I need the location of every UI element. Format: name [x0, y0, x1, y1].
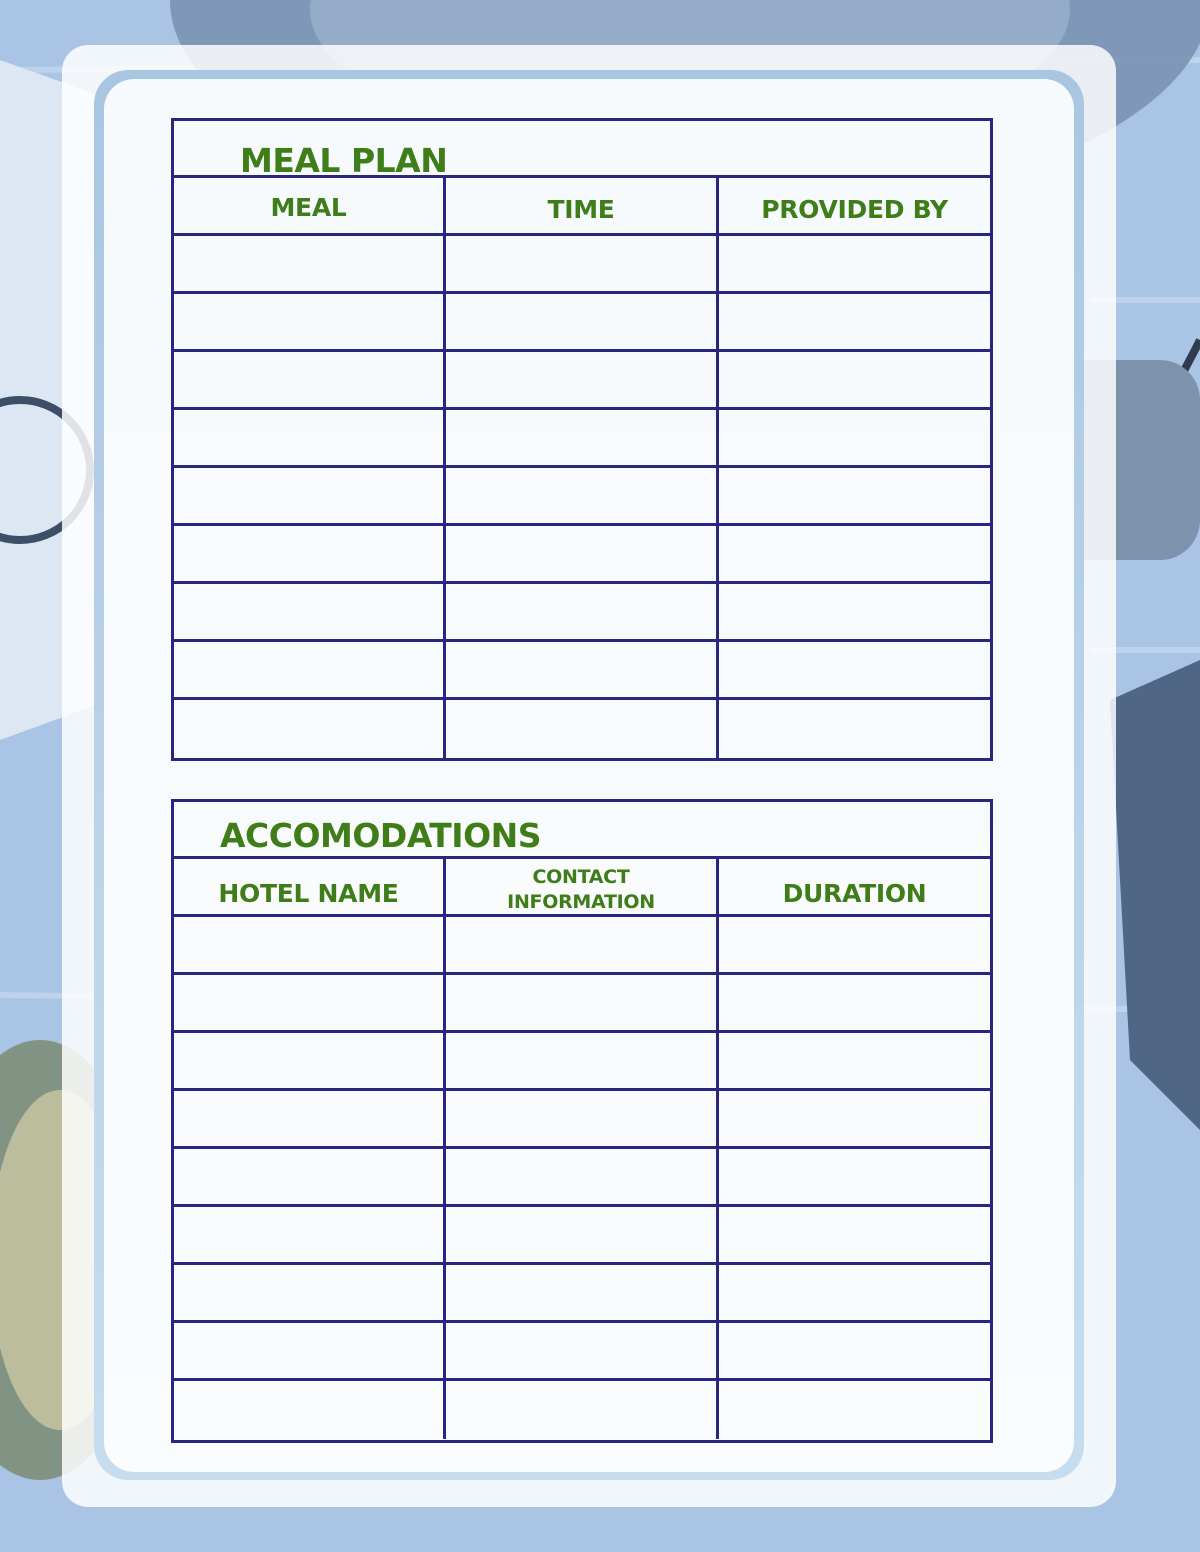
- column-label: TIME: [547, 195, 615, 224]
- column-label: CONTACT INFORMATION: [507, 866, 655, 913]
- accommodations-entry-cell[interactable]: [446, 1265, 719, 1323]
- meal-plan-entry-cell[interactable]: [719, 642, 990, 700]
- meal-plan-entry-cell[interactable]: [174, 294, 446, 352]
- meal-plan-entry-cell[interactable]: [446, 410, 719, 468]
- meal-plan-entry-cell[interactable]: [446, 584, 719, 642]
- accommodations-entry-cell[interactable]: [174, 1381, 446, 1439]
- column-label: PROVIDED BY: [761, 195, 948, 224]
- accommodations-entry-cell[interactable]: [719, 1091, 990, 1149]
- accommodations-entry-cell[interactable]: [446, 1149, 719, 1207]
- meal-plan-entry-cell[interactable]: [719, 584, 990, 642]
- accommodations-entry-cell[interactable]: [719, 1149, 990, 1207]
- accommodations-entry-cell[interactable]: [446, 1323, 719, 1381]
- meal-plan-entry-cell[interactable]: [719, 236, 990, 294]
- accommodations-grid: [174, 859, 990, 1439]
- accommodations-entry-cell[interactable]: [446, 917, 719, 975]
- meal-plan-title-row: [174, 121, 990, 178]
- accommodations-entry-cell[interactable]: [174, 975, 446, 1033]
- column-header-meal: [174, 178, 446, 236]
- meal-plan-entry-cell[interactable]: [174, 526, 446, 584]
- accommodations-title: ACCOMODATIONS: [220, 816, 542, 855]
- accommodations-entry-cell[interactable]: [446, 975, 719, 1033]
- meal-plan-entry-cell[interactable]: [446, 642, 719, 700]
- meal-plan-entry-cell[interactable]: [719, 352, 990, 410]
- meal-plan-entry-cell[interactable]: [719, 410, 990, 468]
- accommodations-entry-cell[interactable]: [719, 1265, 990, 1323]
- column-header-hotel-name: [174, 859, 446, 917]
- column-header-time: [446, 178, 719, 236]
- accommodations-entry-cell[interactable]: [174, 1323, 446, 1381]
- accommodations-entry-cell[interactable]: [446, 1091, 719, 1149]
- meal-plan-entry-cell[interactable]: [174, 410, 446, 468]
- accommodations-title-row: [174, 802, 990, 859]
- column-label: HOTEL NAME: [218, 879, 399, 908]
- accommodations-entry-cell[interactable]: [174, 1207, 446, 1265]
- accommodations-entry-cell[interactable]: [719, 917, 990, 975]
- meal-plan-entry-cell[interactable]: [446, 294, 719, 352]
- column-header-provided-by: [719, 178, 990, 236]
- column-header-duration: [719, 859, 990, 917]
- meal-plan-entry-cell[interactable]: [174, 700, 446, 758]
- accommodations-entry-cell[interactable]: [719, 1033, 990, 1091]
- column-label: DURATION: [782, 879, 927, 908]
- meal-plan-entry-cell[interactable]: [174, 352, 446, 410]
- accommodations-entry-cell[interactable]: [719, 1323, 990, 1381]
- meal-plan-entry-cell[interactable]: [719, 526, 990, 584]
- meal-plan-entry-cell[interactable]: [446, 526, 719, 584]
- meal-plan-entry-cell[interactable]: [719, 700, 990, 758]
- accommodations-entry-cell[interactable]: [446, 1381, 719, 1439]
- meal-plan-entry-cell[interactable]: [446, 700, 719, 758]
- meal-plan-entry-cell[interactable]: [174, 468, 446, 526]
- meal-plan-entry-cell[interactable]: [446, 468, 719, 526]
- meal-plan-table: [171, 118, 993, 761]
- meal-plan-entry-cell[interactable]: [174, 236, 446, 294]
- accommodations-entry-cell[interactable]: [174, 1033, 446, 1091]
- accommodations-table: [171, 799, 993, 1443]
- column-label: MEAL: [270, 193, 347, 222]
- accommodations-entry-cell[interactable]: [174, 1091, 446, 1149]
- meal-plan-entry-cell[interactable]: [719, 468, 990, 526]
- column-header-contact-information: [446, 859, 719, 917]
- accommodations-entry-cell[interactable]: [446, 1207, 719, 1265]
- meal-plan-entry-cell[interactable]: [174, 584, 446, 642]
- accommodations-entry-cell[interactable]: [446, 1033, 719, 1091]
- meal-plan-title: MEAL PLAN: [240, 141, 448, 180]
- meal-plan-entry-cell[interactable]: [719, 294, 990, 352]
- meal-plan-entry-cell[interactable]: [174, 642, 446, 700]
- accommodations-entry-cell[interactable]: [174, 917, 446, 975]
- accommodations-entry-cell[interactable]: [174, 1149, 446, 1207]
- accommodations-entry-cell[interactable]: [719, 1381, 990, 1439]
- accommodations-entry-cell[interactable]: [719, 1207, 990, 1265]
- accommodations-entry-cell[interactable]: [719, 975, 990, 1033]
- accommodations-entry-cell[interactable]: [174, 1265, 446, 1323]
- meal-plan-entry-cell[interactable]: [446, 236, 719, 294]
- meal-plan-grid: [174, 178, 990, 758]
- meal-plan-entry-cell[interactable]: [446, 352, 719, 410]
